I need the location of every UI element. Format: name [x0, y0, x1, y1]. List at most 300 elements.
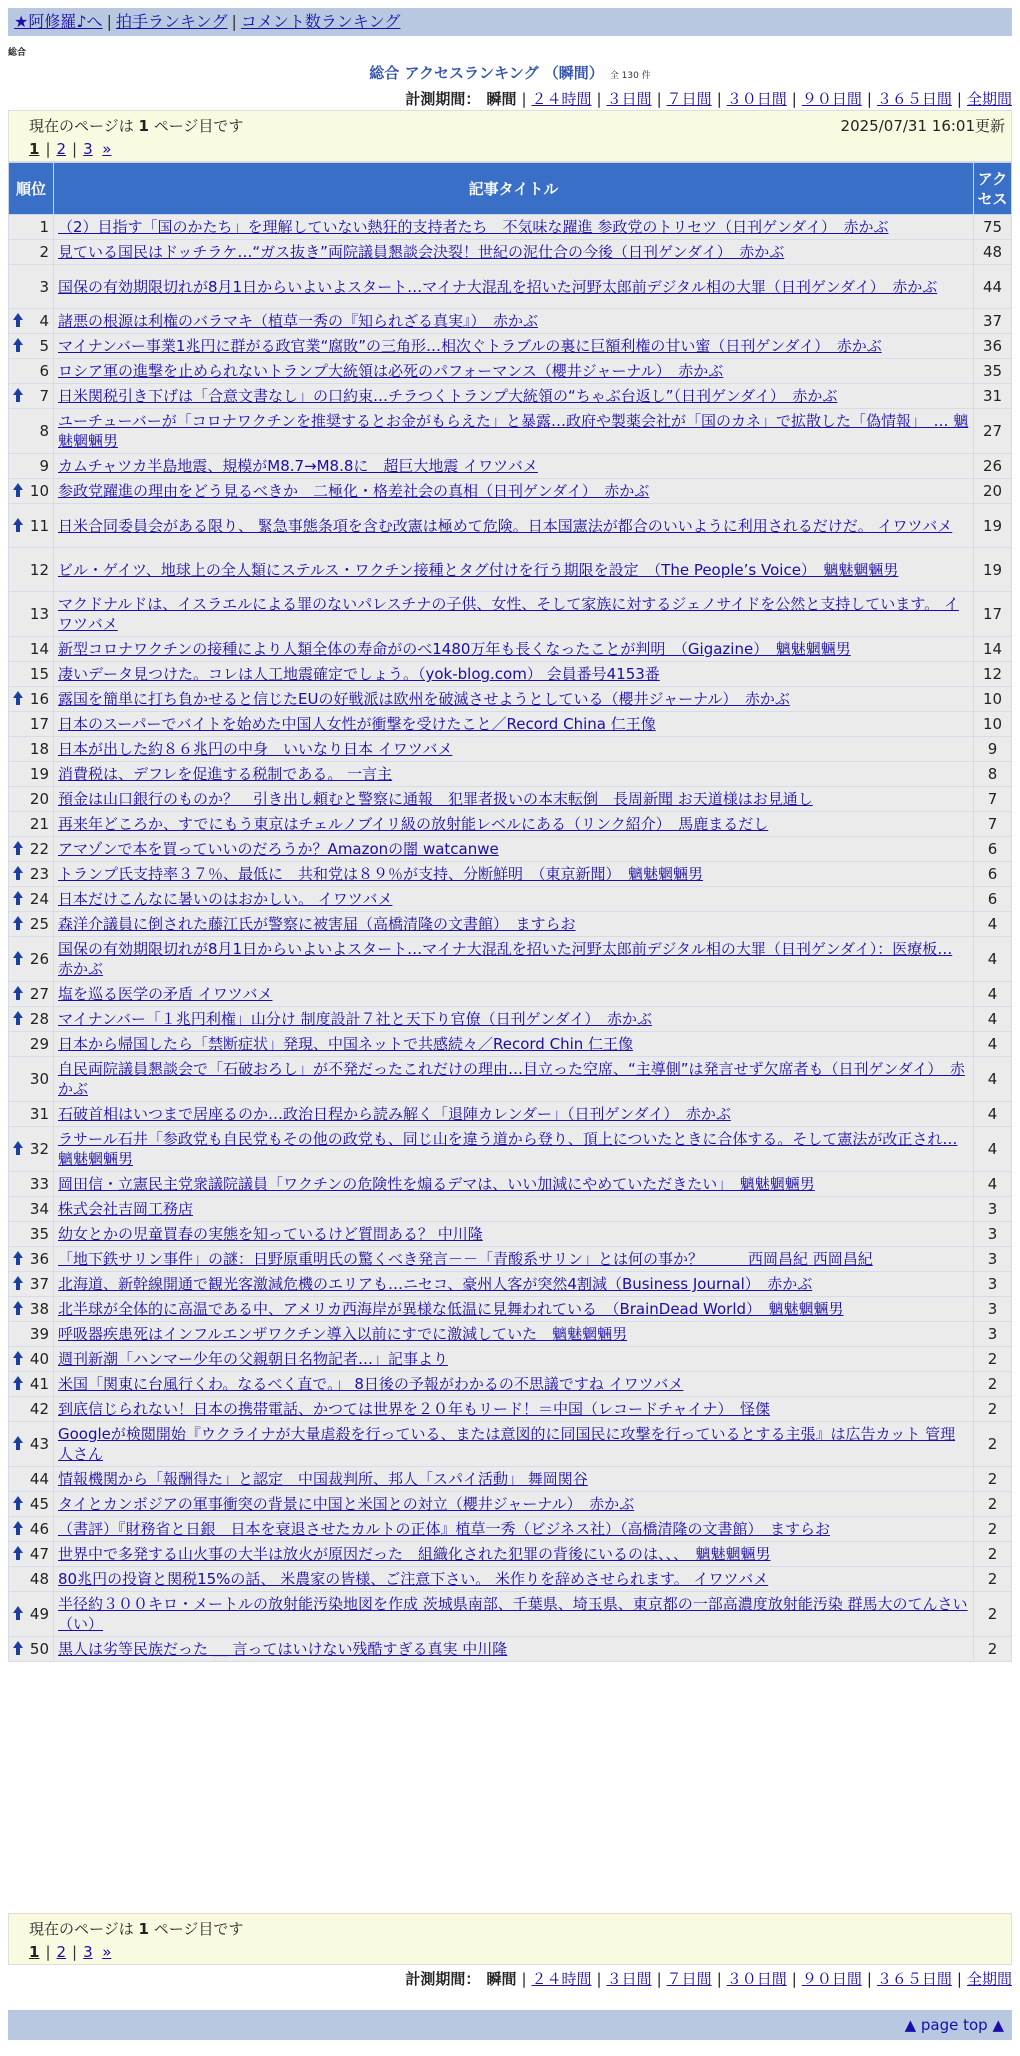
- table-row: [9, 215, 1012, 240]
- table-row: [9, 1517, 1012, 1542]
- article-link[interactable]: マクドナルドは、イスラエルによる罪のないパレスチナの子供、女性、そして家族に対するジェノサイドを公然と支持しています。 イワツバメ: [58, 595, 959, 633]
- title-cell: [54, 1567, 974, 1592]
- access-count: 19: [974, 548, 1012, 592]
- rank-number: 29: [29, 1035, 49, 1053]
- period-option-link[interactable]: 全期間: [966, 1970, 1012, 1988]
- title-cell: [54, 1492, 974, 1517]
- article-link[interactable]: マイナンバー事業1兆円に群がる政官業“腐敗”の三角形…相次ぐトラブルの裏に巨額利権の甘い蜜（日刊ゲンダイ） 赤かぶ: [58, 337, 882, 355]
- article-link[interactable]: 塩を巡る医学の矛盾 イワツバメ: [58, 985, 273, 1003]
- period-separator: |: [716, 1970, 722, 1988]
- article-link[interactable]: 露国を簡単に打ち負かせると信じたEUの好戦派は欧州を破滅させようとしている（櫻井ジャーナル） 赤かぶ: [58, 690, 790, 708]
- title-cell: [54, 1397, 974, 1422]
- page-title-row: [0, 62, 1020, 83]
- rank-number: 30: [29, 1070, 49, 1088]
- table-row: [9, 548, 1012, 592]
- period-option-link[interactable]: ２４時間: [531, 1970, 592, 1988]
- pagination-separator: |: [45, 140, 51, 158]
- article-link[interactable]: 預金は山口銀行のものか？ 引き出し頼むと警察に通報 犯罪者扱いの本末転倒 長周新聞 お天道様はお見通し: [58, 790, 813, 808]
- rank-number: 47: [29, 1545, 49, 1563]
- rank-number: 8: [39, 422, 49, 440]
- rank-up-arrow-icon: [13, 1496, 23, 1510]
- table-row: [9, 1397, 1012, 1422]
- nav-separator: |: [106, 12, 112, 31]
- rank-up-arrow-icon: [13, 388, 23, 402]
- rank-up-arrow-icon: [13, 338, 23, 352]
- pagination-next-link[interactable]: »: [102, 1943, 112, 1961]
- access-count: 6: [974, 862, 1012, 887]
- article-link[interactable]: 80兆円の投資と関税15%の話、 米農家の皆様、ご注意下さい。 米作りを辞めさせられます。 イワツバメ: [58, 1570, 769, 1588]
- article-link[interactable]: 新型コロナワクチンの接種により人類全体の寿命がのべ1480万年も長くなったことが判明 （Gigazine） 魑魅魍魎男: [58, 640, 851, 658]
- article-link[interactable]: 諸悪の根源は利権のバラマキ（植草一秀の『知られざる真実』） 赤かぶ: [58, 312, 539, 330]
- title-cell: [54, 837, 974, 862]
- rank-cell: [9, 1637, 54, 1662]
- title-cell: [54, 1637, 974, 1662]
- rank-up-arrow-icon: [13, 986, 23, 1000]
- rank-number: 19: [29, 765, 49, 783]
- period-option-link[interactable]: ２４時間: [531, 90, 592, 108]
- pagination-current: 1: [29, 1943, 40, 1961]
- rank-cell: [9, 662, 54, 687]
- title-cell: [54, 1517, 974, 1542]
- article-link[interactable]: 岡田信・立憲民主党衆議院議員「ワクチンの危険性を煽るデマは、いい加減にやめていただきたい」 魑魅魍魎男: [58, 1175, 815, 1193]
- article-link[interactable]: 凄いデータ見つけた。コレは人工地震確定でしょう。（yok-blog.com） 会員番号4153番: [58, 665, 660, 683]
- comment-ranking-link[interactable]: コメント数ランキング: [240, 12, 401, 31]
- article-link[interactable]: マイナンバー「１兆円利権」山分け 制度設計７社と天下り官僚（日刊ゲンダイ） 赤かぶ: [58, 1010, 652, 1028]
- period-option-link[interactable]: ３０日間: [726, 1970, 787, 1988]
- rank-number: 39: [29, 1325, 49, 1343]
- rank-up-arrow-icon: [13, 1251, 23, 1265]
- period-option-link[interactable]: ７日間: [666, 90, 712, 108]
- title-cell: [54, 1297, 974, 1322]
- period-option-link[interactable]: ３６５日間: [876, 90, 952, 108]
- rank-cell: [9, 1032, 54, 1057]
- title-cell: [54, 1032, 974, 1057]
- title-cell: [54, 712, 974, 737]
- period-separator: |: [791, 90, 797, 108]
- page-info-prefix: 現在のページは: [29, 117, 134, 135]
- rank-number: 1: [39, 218, 49, 236]
- rank-number: 18: [29, 740, 49, 758]
- footer-bar: [8, 2010, 1012, 2040]
- title-cell: [54, 215, 974, 240]
- rank-cell: [9, 1127, 54, 1172]
- rank-number: 24: [29, 890, 49, 908]
- period-option-link[interactable]: ３６５日間: [876, 1970, 952, 1988]
- access-count: 19: [974, 504, 1012, 548]
- access-count: 35: [974, 359, 1012, 384]
- access-count: 3: [974, 1322, 1012, 1347]
- rank-cell: [9, 265, 54, 309]
- rank-cell: [9, 1102, 54, 1127]
- access-count: 10: [974, 712, 1012, 737]
- title-cell: [54, 787, 974, 812]
- table-row: [9, 1347, 1012, 1372]
- rank-cell: [9, 737, 54, 762]
- page-title: 総合 アクセスランキング （瞬間）: [369, 64, 604, 82]
- article-link[interactable]: 自民両院議員懇談会で「石破おろし」が不発だったこれだけの理由…目立った空席、“主導側”は発言せず欠席者も（日刊ゲンダイ） 赤かぶ: [58, 1060, 965, 1098]
- access-count: 6: [974, 837, 1012, 862]
- period-current: 瞬間: [486, 90, 517, 108]
- table-row: [9, 1057, 1012, 1102]
- access-count: 2: [974, 1567, 1012, 1592]
- rank-up-arrow-icon: [13, 891, 23, 905]
- access-count: 6: [974, 887, 1012, 912]
- rank-number: 33: [29, 1175, 49, 1193]
- rank-number: 36: [29, 1250, 49, 1268]
- period-separator: |: [956, 1970, 962, 1988]
- column-header-title: 記事タイトル: [54, 163, 974, 215]
- rank-number: 6: [39, 362, 49, 380]
- access-count: 3: [974, 1197, 1012, 1222]
- title-cell: [54, 1542, 974, 1567]
- rank-number: 27: [29, 985, 49, 1003]
- article-link[interactable]: （書評）『財務省と日銀 日本を衰退させたカルトの正体』植草一秀（ビジネス社）（高橋清隆の文書館） ますらお: [58, 1520, 831, 1538]
- rank-number: 28: [29, 1010, 49, 1028]
- title-cell: [54, 662, 974, 687]
- rank-cell: [9, 309, 54, 334]
- table-row: [9, 1222, 1012, 1247]
- title-cell: [54, 887, 974, 912]
- article-link[interactable]: 幼女とかの児童買春の実態を知っているけど質問ある？ 中川隆: [58, 1225, 483, 1243]
- ranking-table: [8, 162, 1012, 1662]
- article-link[interactable]: 黒人は劣等民族だった ＿ 言ってはいけない残酷すぎる真実 中川隆: [58, 1640, 508, 1658]
- rank-number: 20: [29, 790, 49, 808]
- article-link[interactable]: トランプ氏支持率３７％、最低に 共和党は８９％が支持、分断鮮明 （東京新聞） 魑魅魍魎男: [58, 865, 704, 883]
- rank-number: 50: [29, 1640, 49, 1658]
- article-link[interactable]: 呼吸器疾患死はインフルエンザワクチン導入以前にすでに激減していた 魑魅魍魎男: [58, 1325, 628, 1343]
- rank-number: 34: [29, 1200, 49, 1218]
- rank-cell: [9, 862, 54, 887]
- access-count: 20: [974, 479, 1012, 504]
- article-link[interactable]: ユーチューバーが「コロナワクチンを推奨するとお金がもらえた」と暴露…政府や製薬会社が「国のカネ」で拡散した「偽情報」 … 魑魅魍魎男: [58, 412, 969, 450]
- access-count: 2: [974, 1347, 1012, 1372]
- rank-number: 17: [29, 715, 49, 733]
- rank-number: 2: [39, 243, 49, 261]
- article-link[interactable]: 国保の有効期限切れが8月1日からいよいよスタート…マイナ大混乱を招いた河野太郎前デジタル相の大罪（日刊ゲンダイ） 赤かぶ: [58, 277, 938, 296]
- applause-ranking-link[interactable]: 拍手ランキング: [115, 12, 228, 31]
- rank-up-arrow-icon: [13, 951, 23, 965]
- rank-cell: [9, 1422, 54, 1467]
- rank-cell: [9, 1197, 54, 1222]
- table-row: [9, 504, 1012, 548]
- page-info-bottom: [8, 1913, 1012, 1965]
- article-link[interactable]: Googleが検閲開始『ウクライナが大量虐殺を行っている、または意図的に同国民に攻撃を行っているとする主張』は広告カット 管理人さん: [58, 1425, 956, 1463]
- article-link[interactable]: 北半球が全体的に高温である中、アメリカ西海岸が異様な低温に見舞われている （BrainDead World） 魑魅魍魎男: [58, 1300, 844, 1318]
- table-row: [9, 592, 1012, 637]
- table-row: [9, 1197, 1012, 1222]
- access-count: 3: [974, 1222, 1012, 1247]
- access-count: 7: [974, 787, 1012, 812]
- access-count: 2: [974, 1397, 1012, 1422]
- title-cell: [54, 240, 974, 265]
- rank-cell: [9, 592, 54, 637]
- title-cell: [54, 1057, 974, 1102]
- title-cell: [54, 1197, 974, 1222]
- table-row: [9, 1102, 1012, 1127]
- period-option-link[interactable]: ３日間: [606, 90, 652, 108]
- table-row: [9, 454, 1012, 479]
- article-link[interactable]: 消費税は、デフレを促進する税制である。 一言主: [58, 765, 393, 783]
- table-row: [9, 687, 1012, 712]
- rank-cell: [9, 504, 54, 548]
- rank-cell: [9, 1007, 54, 1032]
- table-row: [9, 1422, 1012, 1467]
- rank-up-arrow-icon: [13, 1351, 23, 1365]
- period-option-link[interactable]: ７日間: [666, 1970, 712, 1988]
- access-count: 2: [974, 1467, 1012, 1492]
- table-row: [9, 887, 1012, 912]
- period-option-link[interactable]: ９０日間: [801, 90, 862, 108]
- rank-cell: [9, 712, 54, 737]
- rank-number: 46: [29, 1520, 49, 1538]
- article-link[interactable]: 株式会社吉岡工務店: [58, 1200, 194, 1218]
- title-cell: [54, 762, 974, 787]
- access-count: 8: [974, 762, 1012, 787]
- rank-number: 40: [29, 1350, 49, 1368]
- article-link[interactable]: 「地下鉄サリン事件」の謎：日野原重明氏の驚くべき発言－－「青酸系サリン」とは何の事か？ 西岡昌紀 西岡昌紀: [58, 1250, 873, 1268]
- article-link[interactable]: 米国「関東に台風行くわ。なるべく直で。」 8日後の予報がわかるの不思議ですね イワツバメ: [58, 1375, 684, 1393]
- updated-timestamp: 2025/07/31 16:01更新: [840, 117, 1005, 135]
- article-link[interactable]: 北海道、新幹線開通で観光客激減危機のエリアも…ニセコ、豪州人客が突然4割減（Business Journal） 赤かぶ: [58, 1275, 813, 1293]
- access-count: 3: [974, 1272, 1012, 1297]
- rank-number: 5: [39, 337, 49, 355]
- rank-cell: [9, 359, 54, 384]
- rank-number: 10: [29, 482, 49, 500]
- article-link[interactable]: 到底信じられない！日本の携帯電話、かつては世界を２０年もリード！＝中国（レコードチャイナ） 怪傑: [58, 1400, 771, 1418]
- period-option-link[interactable]: ３日間: [606, 1970, 652, 1988]
- rank-up-arrow-icon: [13, 866, 23, 880]
- access-count: 27: [974, 409, 1012, 454]
- article-link[interactable]: 再来年どころか、すでにもう東京はチェルノブイリ級の放射能レベルにある（リンク紹介） 馬鹿まるだし: [58, 815, 769, 833]
- article-link[interactable]: ロシア軍の進撃を止められないトランプ大統領は必死のパフォーマンス（櫻井ジャーナル） 赤かぶ: [58, 362, 724, 380]
- period-separator: |: [866, 1970, 872, 1988]
- pagination-separator: |: [72, 140, 78, 158]
- access-count: 2: [974, 1542, 1012, 1567]
- rank-number: 21: [29, 815, 49, 833]
- pagination-link[interactable]: 3: [83, 1943, 93, 1961]
- title-cell: [54, 1172, 974, 1197]
- rank-number: 7: [39, 387, 49, 405]
- pagination-separator: |: [45, 1943, 51, 1961]
- access-count: 4: [974, 1127, 1012, 1172]
- rank-up-arrow-icon: [13, 518, 23, 532]
- rank-number: 38: [29, 1300, 49, 1318]
- access-count: 26: [974, 454, 1012, 479]
- rank-cell: [9, 1542, 54, 1567]
- page-top-link[interactable]: ▲ page top ▲: [904, 2016, 1004, 2034]
- table-row: [9, 384, 1012, 409]
- access-count: 4: [974, 1007, 1012, 1032]
- article-link[interactable]: 半径約３００キロ・メートルの放射能汚染地図を作成 茨城県南部、千葉県、埼玉県、東京都の一部高濃度放射能汚染 群馬大のてんさい（い）: [58, 1595, 968, 1633]
- title-cell: [54, 592, 974, 637]
- table-row: [9, 637, 1012, 662]
- page-info-suffix: ページ目です: [153, 1920, 244, 1938]
- article-link[interactable]: 世界中で多発する山火事の大半は放火が原因だった 組織化された犯罪の背後にいるのは、、、 魑魅魍魎男: [58, 1545, 771, 1563]
- rank-up-arrow-icon: [13, 1606, 23, 1620]
- article-link[interactable]: 日本だけこんなに暑いのはおかしい。 イワツバメ: [58, 890, 393, 908]
- period-current: 瞬間: [486, 1970, 517, 1988]
- article-link[interactable]: 森洋介議員に倒された藤江氏が警察に被害届（高橋清隆の文書館） ますらお: [58, 915, 576, 933]
- pagination: [29, 1943, 991, 1961]
- table-row: [9, 359, 1012, 384]
- access-count: 3: [974, 1297, 1012, 1322]
- rank-cell: [9, 762, 54, 787]
- period-option-link[interactable]: ３０日間: [726, 90, 787, 108]
- rank-number: 49: [29, 1605, 49, 1623]
- period-selector-bottom: [405, 1968, 1012, 1989]
- period-label: 計測期間：: [405, 90, 481, 108]
- rank-number: 13: [29, 605, 49, 623]
- access-count: 12: [974, 662, 1012, 687]
- rank-cell: [9, 1567, 54, 1592]
- nav-separator: |: [231, 12, 237, 31]
- article-link[interactable]: ビル・ゲイツ、地球上の全人類にステルス・ワクチン接種とタグ付けを行う期限を設定 （The People’s Voice） 魑魅魍魎男: [58, 560, 899, 579]
- table-row: [9, 862, 1012, 887]
- rank-cell: [9, 887, 54, 912]
- rank-cell: [9, 1467, 54, 1492]
- rank-cell: [9, 687, 54, 712]
- rank-number: 35: [29, 1225, 49, 1243]
- article-link[interactable]: （2）目指す「国のかたち」を理解していない熱狂的支持者たち 不気味な躍進 参政党のトリセツ（日刊ゲンダイ） 赤かぶ: [58, 218, 889, 236]
- rank-number: 4: [39, 312, 49, 330]
- pagination-link[interactable]: 2: [56, 1943, 67, 1961]
- access-count: 31: [974, 384, 1012, 409]
- table-row: [9, 240, 1012, 265]
- title-cell: [54, 1467, 974, 1492]
- title-cell: [54, 384, 974, 409]
- period-separator: |: [596, 90, 602, 108]
- table-row: [9, 1567, 1012, 1592]
- table-row: [9, 1542, 1012, 1567]
- rank-number: 14: [29, 640, 49, 658]
- rank-up-arrow-icon: [13, 1641, 23, 1655]
- rank-cell: [9, 215, 54, 240]
- article-link[interactable]: ラサール石井「参政党も自民党もその他の政党も、同じ山を違う道から登り、頂上についたときに合体する。そして憲法が改正され… 魑魅魍魎男: [58, 1130, 958, 1168]
- access-count: 7: [974, 812, 1012, 837]
- article-link[interactable]: 情報機関から「報酬得た」と認定 中国裁判所、邦人「スパイ活動」 舞岡関谷: [58, 1470, 588, 1488]
- rank-cell: [9, 240, 54, 265]
- period-separator: |: [866, 90, 872, 108]
- rank-cell: [9, 454, 54, 479]
- rank-number: 25: [29, 915, 49, 933]
- rank-number: 31: [29, 1105, 49, 1123]
- table-row: [9, 912, 1012, 937]
- rank-number: 26: [29, 950, 49, 968]
- top-navigation: [8, 8, 1012, 36]
- rank-cell: [9, 479, 54, 504]
- access-count: 2: [974, 1637, 1012, 1662]
- article-link[interactable]: カムチャツカ半島地震、規模がM8.7→M8.8に 超巨大地震 イワツバメ: [58, 457, 538, 475]
- access-count: 9: [974, 737, 1012, 762]
- table-row: [9, 265, 1012, 309]
- rank-up-arrow-icon: [13, 1376, 23, 1390]
- pagination-next-link[interactable]: »: [102, 140, 112, 158]
- period-separator: |: [521, 90, 527, 108]
- table-row: [9, 334, 1012, 359]
- title-cell: [54, 1347, 974, 1372]
- table-row: [9, 787, 1012, 812]
- rank-number: 43: [29, 1435, 49, 1453]
- table-row: [9, 1297, 1012, 1322]
- rank-number: 44: [29, 1470, 49, 1488]
- table-row: [9, 309, 1012, 334]
- rank-number: 15: [29, 665, 49, 683]
- period-option-link[interactable]: 全期間: [966, 90, 1012, 108]
- access-count: 2: [974, 1517, 1012, 1542]
- table-row: [9, 812, 1012, 837]
- rank-cell: [9, 982, 54, 1007]
- title-cell: [54, 334, 974, 359]
- pagination: [29, 140, 991, 158]
- rank-cell: [9, 1297, 54, 1322]
- article-link[interactable]: タイとカンボジアの軍事衝突の背景に中国と米国との対立（櫻井ジャーナル） 赤かぶ: [58, 1495, 635, 1513]
- period-separator: |: [956, 90, 962, 108]
- rank-number: 23: [29, 865, 49, 883]
- article-link[interactable]: 石破首相はいつまで居座るのか…政治日程から読み解く「退陣カレンダー」（日刊ゲンダイ） 赤かぶ: [58, 1105, 731, 1123]
- pagination-link[interactable]: 3: [83, 140, 93, 158]
- pagination-link[interactable]: 2: [56, 140, 67, 158]
- rank-number: 16: [29, 690, 49, 708]
- period-separator: |: [656, 90, 662, 108]
- article-link[interactable]: アマゾンで本を買っていいのだろうか？Amazonの闇 watcanwe: [58, 840, 499, 858]
- table-row: [9, 1127, 1012, 1172]
- rank-up-arrow-icon: [13, 691, 23, 705]
- title-cell: [54, 912, 974, 937]
- access-count: 3: [974, 1247, 1012, 1272]
- article-link[interactable]: 週刊新潮「ハンマー少年の父親朝日名物記者…」記事より: [58, 1350, 449, 1368]
- access-count: 36: [974, 334, 1012, 359]
- rank-number: 48: [29, 1570, 49, 1588]
- table-row: [9, 762, 1012, 787]
- article-link[interactable]: 日本から帰国したら「禁断症状」発現、中国ネットで共感続々／Record Chin 仁王像: [58, 1035, 634, 1053]
- article-link[interactable]: 国保の有効期限切れが8月1日からいよいよスタート…マイナ大混乱を招いた河野太郎前デジタル相の大罪（日刊ゲンダイ）：医療板… 赤かぶ: [58, 940, 953, 978]
- rank-cell: [9, 1322, 54, 1347]
- table-row: [9, 837, 1012, 862]
- article-link[interactable]: 日米合同委員会がある限り、 緊急事態条項を含む改憲は極めて危険。日本国憲法が都合のいいように利用されるだけだ。 イワツバメ: [58, 516, 953, 535]
- category-label: 総合: [8, 48, 27, 58]
- rank-up-arrow-icon: [13, 1301, 23, 1315]
- title-cell: [54, 309, 974, 334]
- article-link[interactable]: 見ている国民はドッチラケ…“ガス抜き”両院議員懇談会決裂！世紀の泥仕合の今後（日刊ゲンダイ） 赤かぶ: [58, 243, 785, 261]
- title-cell: [54, 1272, 974, 1297]
- access-count: 4: [974, 1032, 1012, 1057]
- page-info-suffix: ページ目です: [153, 117, 244, 135]
- title-cell: [54, 1127, 974, 1172]
- article-link[interactable]: 日本が出した約８６兆円の中身 いいなり日本 イワツバメ: [58, 740, 453, 758]
- period-option-link[interactable]: ９０日間: [801, 1970, 862, 1988]
- pagination-separator: |: [72, 1943, 78, 1961]
- title-cell: [54, 1592, 974, 1637]
- access-count: 44: [974, 265, 1012, 309]
- article-link[interactable]: 日本のスーパーでバイトを始めた中国人女性が衝撃を受けたこと／Record China 仁王像: [58, 715, 656, 733]
- access-count: 37: [974, 309, 1012, 334]
- article-link[interactable]: 参政党躍進の理由をどう見るべきか 二極化・格差社会の真相（日刊ゲンダイ） 赤かぶ: [58, 482, 650, 500]
- table-row: [9, 1247, 1012, 1272]
- title-cell: [54, 687, 974, 712]
- table-row: [9, 1492, 1012, 1517]
- access-count: 2: [974, 1422, 1012, 1467]
- title-cell: [54, 737, 974, 762]
- table-row: [9, 1172, 1012, 1197]
- period-separator: |: [716, 90, 722, 108]
- title-cell: [54, 1372, 974, 1397]
- article-link[interactable]: 日米関税引き下げは「合意文書なし」の口約束…チラつくトランプ大統領の“ちゃぶ台返し”（日刊ゲンダイ） 赤かぶ: [58, 387, 838, 405]
- home-link[interactable]: ★阿修羅♪へ: [14, 12, 103, 31]
- current-page-number: 1: [138, 1920, 149, 1938]
- rank-cell: [9, 1247, 54, 1272]
- table-row: [9, 662, 1012, 687]
- access-count: 14: [974, 637, 1012, 662]
